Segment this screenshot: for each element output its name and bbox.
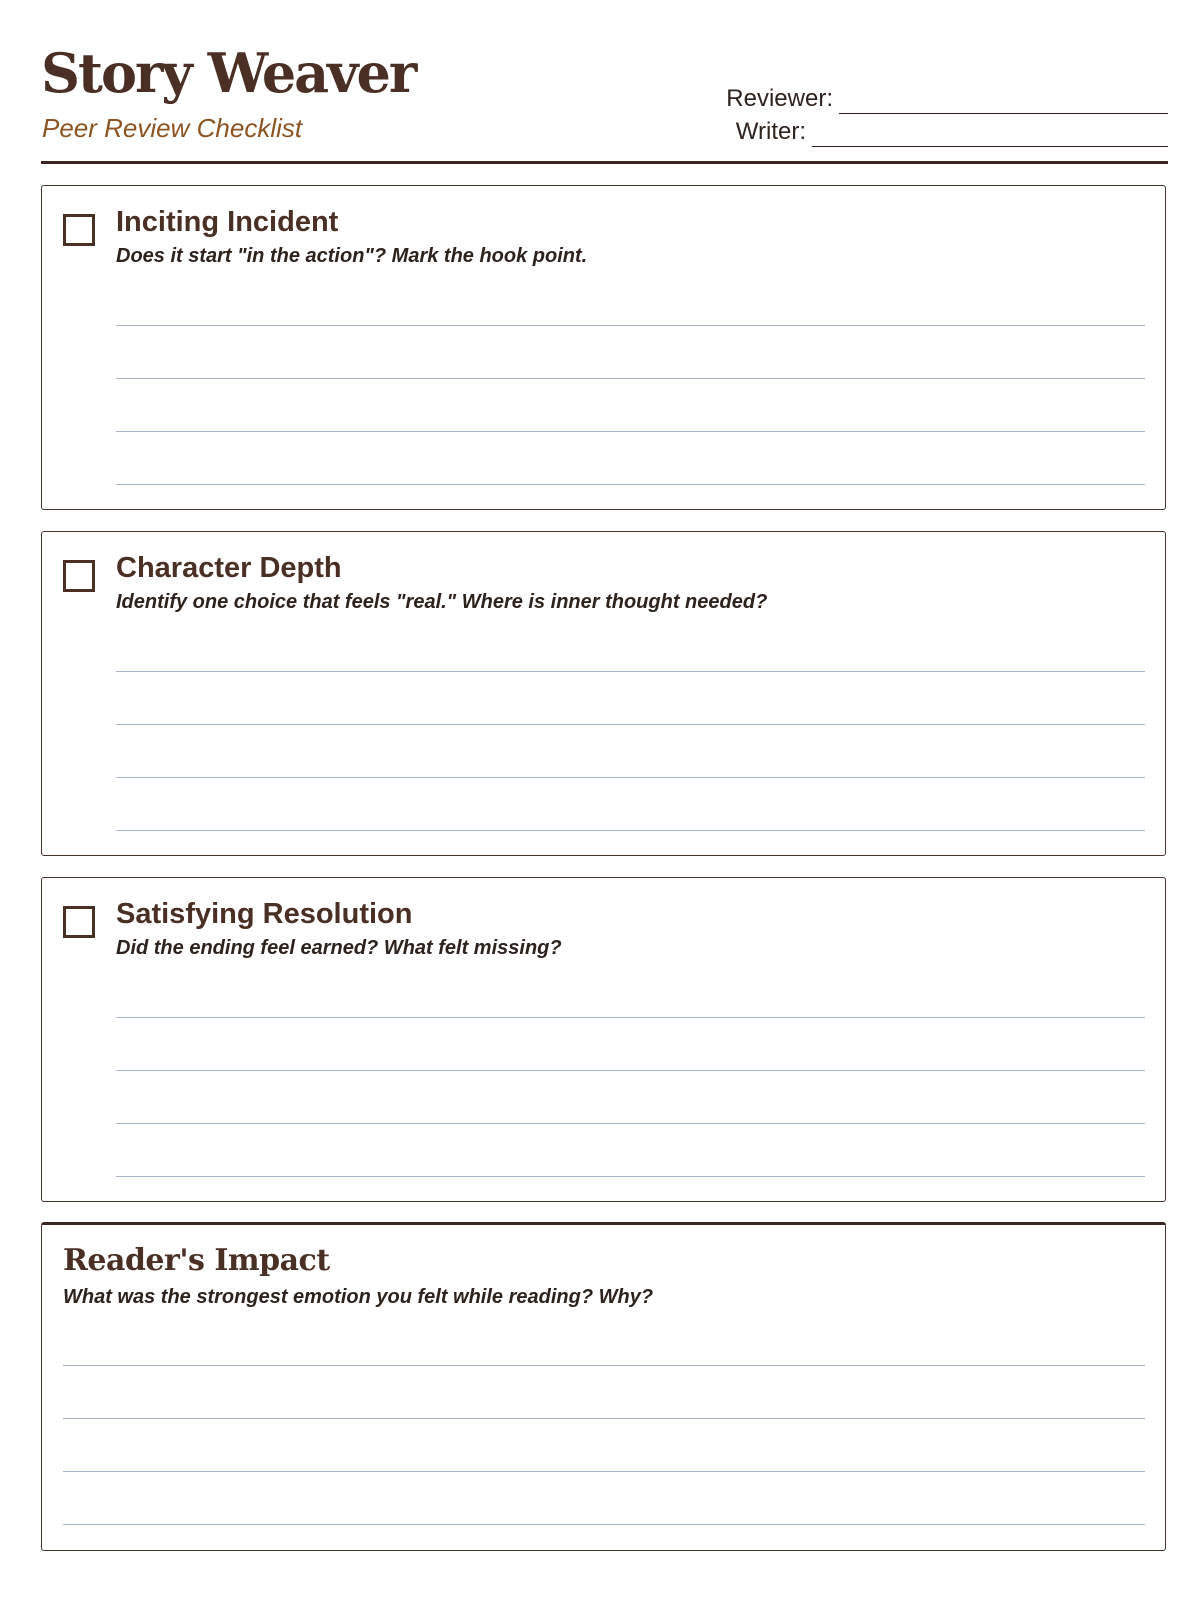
checklist-item-satisfying-resolution	[41, 877, 1166, 1202]
item-title: Satisfying Resolution	[116, 898, 413, 930]
writing-line[interactable]	[116, 378, 1145, 379]
readers-impact-prompt: What was the strongest emotion you felt while reading? Why?	[63, 1286, 654, 1308]
writing-line[interactable]	[116, 1017, 1145, 1018]
writing-line[interactable]	[116, 777, 1145, 778]
writer-field[interactable]	[736, 117, 1168, 147]
writer-label: Writer:	[735, 118, 806, 145]
writing-line[interactable]	[116, 1070, 1145, 1071]
writing-line[interactable]	[63, 1471, 1145, 1472]
writing-line[interactable]	[63, 1365, 1145, 1366]
writing-line[interactable]	[63, 1418, 1145, 1419]
writing-line[interactable]	[116, 325, 1145, 326]
checklist-item-inciting-incident	[41, 185, 1166, 510]
writing-line[interactable]	[116, 724, 1145, 725]
writing-line[interactable]	[116, 431, 1145, 432]
item-title: Inciting Incident	[116, 206, 339, 238]
writing-line[interactable]	[116, 671, 1145, 672]
checkbox-satisfying-resolution[interactable]	[63, 906, 95, 938]
writing-line[interactable]	[116, 1123, 1145, 1124]
writing-line[interactable]	[116, 484, 1145, 485]
readers-impact-section	[41, 1222, 1166, 1551]
item-prompt: Did the ending feel earned? What felt missing?	[116, 937, 562, 959]
writing-line[interactable]	[116, 830, 1145, 831]
worksheet-page	[41, 0, 1168, 1600]
item-prompt: Does it start "in the action"? Mark the hook point.	[116, 245, 588, 267]
checkbox-inciting-incident[interactable]	[63, 214, 95, 246]
worksheet-title: Story Weaver	[41, 41, 416, 105]
reviewer-label: Reviewer:	[726, 85, 833, 112]
reviewer-blank[interactable]	[839, 91, 1168, 114]
writing-line[interactable]	[63, 1524, 1145, 1525]
checklist-item-character-depth	[41, 531, 1166, 856]
header-divider	[41, 161, 1168, 164]
writer-blank[interactable]	[812, 124, 1168, 147]
item-title: Character Depth	[116, 552, 342, 584]
worksheet-subtitle: Peer Review Checklist	[42, 113, 303, 143]
writing-line[interactable]	[116, 1176, 1145, 1177]
item-prompt: Identify one choice that feels "real." Where is inner thought needed?	[116, 591, 768, 613]
reviewer-field[interactable]	[726, 84, 1168, 114]
readers-impact-title: Reader's Impact	[63, 1243, 330, 1278]
checkbox-character-depth[interactable]	[63, 560, 95, 592]
